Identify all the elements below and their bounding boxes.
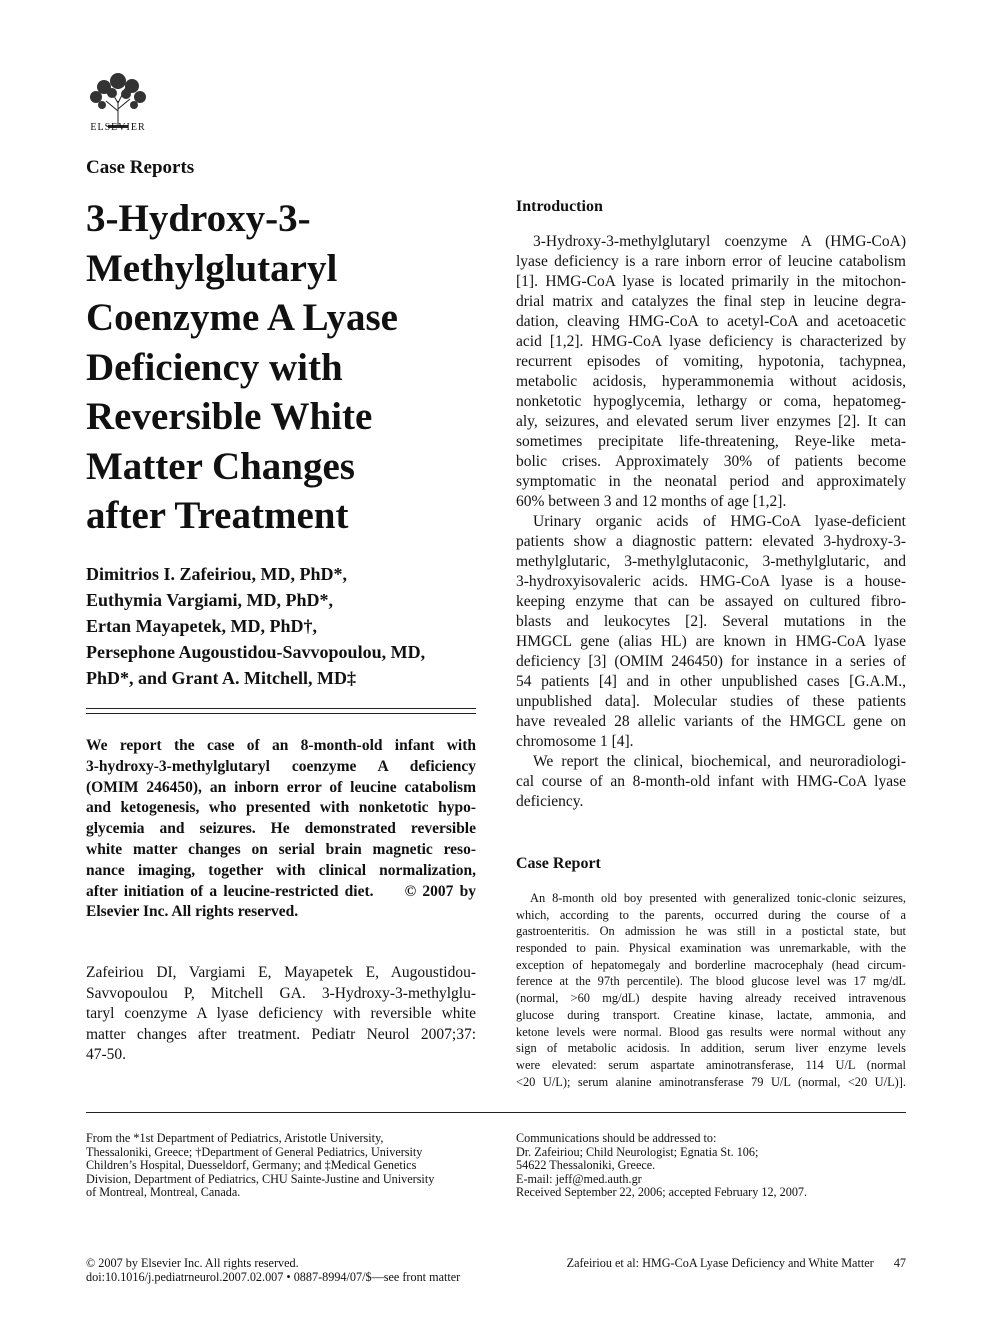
abstract-line: (OMIM 246450), an inborn error of leucine catabolism (86, 778, 476, 796)
intro-line: chromosome 1 [4]. (516, 733, 634, 750)
author-list (86, 561, 486, 691)
case-line: responded to pain. Physical examination was unremarkable, with the (516, 941, 906, 956)
intro-line: patients show a diagnostic pattern: elevated 3-hydroxy-3- (516, 533, 906, 550)
intro-line: acid [1,2]. HMG-CoA lyase deficiency is characterized by (516, 333, 906, 350)
correspondence-line: Received September 22, 2006; accepted February 12, 2007. (516, 1185, 808, 1200)
intro-line: lyase deficiency is a rare inborn error of leucine catabolism (516, 253, 906, 270)
intro-line: unpublished data]. Molecular studies of these patients (516, 693, 906, 710)
intro-line: sometimes precipitate life-threatening, Reye-like meta- (516, 433, 906, 450)
abstract-line: and ketogenesis, who presented with nonketotic hypo- (86, 799, 476, 817)
case-line: gastroenteritis. On admission he was still in a postictal state, but (516, 924, 906, 939)
divider-rule (86, 708, 476, 709)
case-report-heading: Case Report (516, 855, 601, 872)
abstract-line: glycemia and seizures. He demonstrated reversible (86, 820, 476, 838)
introduction-body (516, 232, 906, 812)
abstract-line: Elsevier Inc. All rights reserved. (86, 903, 299, 921)
footnote-rule (86, 1112, 906, 1113)
intro-line: metabolic acidosis, hyperammonemia without acidosis, (516, 373, 906, 390)
author-line: Dimitrios I. Zafeiriou, MD, PhD*, (86, 564, 347, 584)
intro-line: nonketotic hypoglycemia, lethargy or coma, hepatomeg- (516, 393, 906, 410)
intro-line: symptomatic in the neonatal period and approximately (516, 473, 906, 490)
intro-line: have revealed 28 allelic variants of the HMGCL gene on (516, 713, 906, 730)
case-line: (normal, >60 mg/dL) despite having already received intravenous (516, 991, 906, 1006)
article-title (86, 194, 486, 541)
case-line: sign of metabolic acidosis. In addition, serum liver enzyme levels (516, 1041, 906, 1056)
intro-line: cal course of an 8-month-old infant with HMG-CoA lyase (516, 773, 906, 790)
abstract-line: white matter changes on serial brain magnetic reso- (86, 840, 476, 858)
case-line: An 8-month old boy presented with generalized tonic-clonic seizures, (530, 891, 906, 905)
author-line: PhD*, and Grant A. Mitchell, MD‡ (86, 668, 356, 688)
case-line: were elevated: serum aspartate aminotransferase, 114 U/L (normal (516, 1057, 906, 1072)
abstract-line: after initiation of a leucine-restricted diet. © 2007 by (86, 882, 476, 900)
case-line: glucose during transport. Creatine kinase, lactate, ammonia, and (516, 1007, 906, 1022)
title-line: Deficiency with (86, 345, 343, 389)
running-head: Zafeiriou et al: HMG-CoA Lyase Deficiency and White Matter (566, 1256, 874, 1270)
affiliation-line: Children’s Hospital, Duesseldorf, Germany; and ‡Medical Genetics (86, 1158, 417, 1173)
correspondence (516, 1132, 906, 1200)
affiliation-line: Thessaloniki, Greece; †Department of General Pediatrics, University (86, 1144, 423, 1159)
intro-line: [1]. HMG-CoA lyase is located primarily in the mitochon- (516, 273, 906, 290)
intro-line: 3-hydroxyisovaleric acids. HMG-CoA lyase is a house- (516, 573, 906, 590)
intro-line: 3-Hydroxy-3-methylglutaryl coenzyme A (HMG-CoA) (533, 233, 906, 250)
title-line: Methylglutaryl (86, 246, 338, 290)
abstract-line: nance imaging, together with clinical normalization, (86, 861, 476, 879)
intro-line: drial matrix and catalyzes the final step in leucine degra- (516, 293, 906, 310)
citation-line: Zafeiriou DI, Vargiami E, Mayapetek E, Augoustidou- (86, 964, 476, 981)
affiliations (86, 1132, 478, 1200)
introduction-heading: Introduction (516, 198, 603, 215)
intro-line: bolic crises. Approximately 30% of patients become (516, 453, 906, 470)
case-line: which, according to the parents, occurred during the course of a (516, 907, 906, 922)
case-line: exception of hepatomegaly and borderline macrocephaly (head circum- (516, 957, 906, 972)
title-line: Reversible White (86, 395, 373, 438)
section-label: Case Reports (86, 157, 195, 178)
citation-line: taryl coenzyme A lyase deficiency with reversible white (86, 1005, 476, 1023)
case-line: <20 U/L); serum alanine aminotransferase 79 U/L (normal, <20 U/L)]. (516, 1074, 906, 1089)
divider-rule (86, 713, 476, 714)
intro-line: Urinary organic acids of HMG-CoA lyase-deficient (533, 513, 906, 530)
intro-line: deficiency [3] (OMIM 246450) for instance in a series of (516, 653, 906, 670)
case-line: ference at the 97th percentile). The blood glucose level was 17 mg/dL (516, 974, 906, 989)
correspondence-line: Communications should be addressed to: (516, 1131, 717, 1145)
intro-line: deficiency. (516, 793, 584, 810)
intro-line: 54 patients [4] and in other unpublished cases [G.A.M., (516, 673, 906, 690)
title-line: after Treatment (86, 494, 349, 537)
abstract (86, 736, 476, 923)
intro-line: blasts and leukocytes [2]. Several mutations in the (516, 613, 906, 630)
copyright: © 2007 by Elsevier Inc. All rights reserved. (86, 1256, 299, 1270)
affiliation-line: From the *1st Department of Pediatrics, Aristotle University, (86, 1131, 384, 1145)
case-line: ketone levels were normal. Blood gas results were normal without any (516, 1024, 906, 1039)
author-line: Euthymia Vargiami, MD, PhD*, (86, 590, 334, 610)
affiliation-line: of Montreal, Montreal, Canada. (86, 1185, 241, 1200)
author-line: Persephone Augoustidou-Savvopoulou, MD, (86, 642, 426, 662)
publisher-name: ELSEVIER (90, 122, 146, 133)
page-number: 47 (893, 1256, 906, 1270)
title-line: 3-Hydroxy-3- (86, 197, 311, 240)
correspondence-line: 54622 Thessaloniki, Greece. (516, 1158, 656, 1173)
citation-line: 47-50. (86, 1046, 127, 1064)
citation (86, 963, 476, 1066)
case-report-body (516, 890, 906, 1090)
intro-line: methylglutaric, 3-methylglutaconic, 3-methylglutaric, and (516, 553, 906, 570)
intro-line: HMGCL gene (alias HL) are known in HMG-CoA lyase (516, 633, 906, 650)
footer-right (535, 1256, 906, 1270)
citation-line: Savvopoulou P, Mitchell GA. 3-Hydroxy-3-methylglu- (86, 984, 476, 1002)
footer-left (86, 1256, 460, 1284)
citation-line: matter changes after treatment. Pediatr Neurol 2007;37: (86, 1025, 476, 1043)
author-line: Ertan Mayapetek, MD, PhD†, (86, 616, 317, 636)
correspondence-line: E-mail: jeff@med.auth.gr (516, 1171, 642, 1186)
abstract-line: We report the case of an 8-month-old infant with (86, 737, 476, 754)
intro-line: 60% between 3 and 12 months of age [1,2]. (516, 493, 787, 510)
intro-line: We report the clinical, biochemical, and neuroradiologi- (533, 753, 906, 770)
title-line: Coenzyme A Lyase (86, 296, 398, 339)
intro-line: aly, seizures, and elevated serum liver enzymes [2]. It can (516, 413, 906, 430)
intro-line: recurrent episodes of vomiting, hypotonia, tachypnea, (516, 353, 906, 370)
abstract-line: 3-hydroxy-3-methylglutaryl coenzyme A deficiency (86, 757, 476, 775)
intro-line: keeping enzyme that can be assayed on cultured fibro- (516, 593, 906, 610)
doi: doi:10.1016/j.pediatrneurol.2007.02.007 • 0887-8994/07/$—see front matter (86, 1270, 461, 1284)
affiliation-line: Division, Department of Pediatrics, CHU Sainte-Justine and University (86, 1171, 435, 1186)
intro-line: dation, cleaving HMG-CoA to acetyl-CoA and acetoacetic (516, 313, 906, 330)
correspondence-line: Dr. Zafeiriou; Child Neurologist; Egnatia St. 106; (516, 1144, 759, 1159)
title-line: Matter Changes (86, 444, 355, 488)
